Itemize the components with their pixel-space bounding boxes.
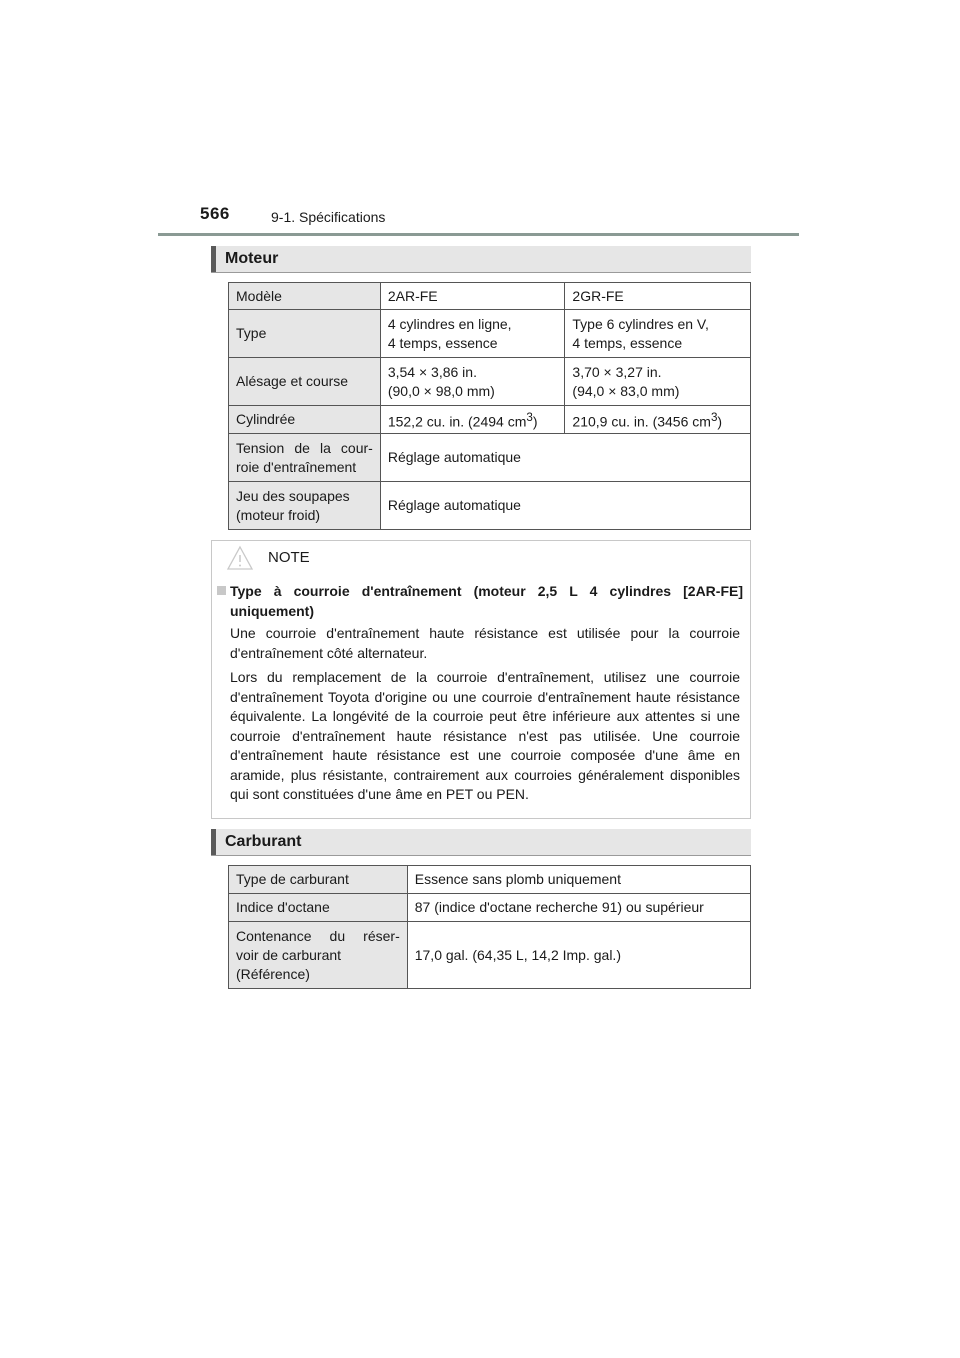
- square-bullet-icon: [217, 586, 226, 595]
- cell-2ar-fe: 2AR-FE: [380, 283, 565, 310]
- table-row: [229, 894, 751, 922]
- note-box: [211, 540, 751, 819]
- section-breadcrumb: 9-1. Spécifications: [271, 209, 386, 225]
- row-label: [229, 482, 381, 530]
- label-line: Contenance du réser-: [236, 927, 400, 944]
- table-row: [229, 310, 751, 358]
- note-title: Type à courroie d'entraînement (moteur 2,5 L 4 cylindres [2AR-FE] uniquement): [230, 583, 743, 619]
- row-label: Cylindrée: [229, 406, 381, 434]
- fuel-spec-table: [228, 865, 751, 989]
- cell-value: Réglage automatique: [380, 434, 750, 482]
- cell-value: 87 (indice d'octane recherche 91) ou supérieur: [407, 894, 750, 922]
- cell-2gr-fe: [565, 310, 751, 358]
- table-row: [229, 482, 751, 530]
- engine-section-title: Moteur: [225, 250, 279, 267]
- engine-section-header: [211, 246, 751, 273]
- note-paragraph: Lors du remplacement de la courroie d'entraînement, utilisez une courroie d'entraînement Toyota d'origine ou une courroie d'entraînement haute résistance équivalente. La longévité de la courroie peut être inférieure aux attentes si une courroie d'entraînement haute résistance n'est pas utilisée. Une courroie d'entraînement haute résistance est une courroie composée d'une âme en aramide, plus résistante, contrairement aux courroies généralement disponibles qui sont constituées d'une âme en PET ou PEN.: [230, 669, 740, 802]
- row-label: [229, 434, 381, 482]
- row-label: Modèle: [229, 283, 381, 310]
- cell-line: 4 cylindres en ligne,: [387, 315, 512, 332]
- warning-triangle-icon: [226, 545, 254, 571]
- cell-2gr-fe: [565, 358, 751, 406]
- page-header: [200, 204, 800, 236]
- row-label: [229, 922, 408, 989]
- cell-line: (90,0 × 98,0 mm): [387, 382, 495, 399]
- label-line: Jeu des soupapes: [236, 487, 350, 504]
- cell-2ar-fe: [380, 358, 565, 406]
- note-label: NOTE: [268, 549, 310, 566]
- label-line: Tension de la cour-: [236, 439, 373, 456]
- label-line: (moteur froid): [236, 506, 321, 523]
- table-row: [229, 283, 751, 310]
- cell-line: 3,54 × 3,86 in.: [387, 363, 477, 380]
- row-label: Alésage et course: [229, 358, 381, 406]
- label-line: voir de carburant: [236, 946, 342, 963]
- table-row: [229, 434, 751, 482]
- cell-value: Essence sans plomb uniquement: [407, 866, 750, 894]
- table-row: [229, 922, 751, 989]
- engine-spec-table: [228, 282, 751, 530]
- row-label: Type: [229, 310, 381, 358]
- cell-value: Réglage automatique: [380, 482, 750, 530]
- section-accent-bar: [211, 829, 216, 855]
- fuel-section-header: [211, 829, 751, 856]
- table-row: [229, 866, 751, 894]
- row-label: Indice d'octane: [229, 894, 408, 922]
- cell-2gr-fe: 2GR-FE: [565, 283, 751, 310]
- section-accent-bar: [211, 246, 216, 272]
- fuel-section-title: Carburant: [225, 833, 302, 850]
- cell-2ar-fe: [380, 310, 565, 358]
- cell-line: (94,0 × 83,0 mm): [572, 382, 680, 399]
- cell-2ar-fe: 152,2 cu. in. (2494 $cm^3$): [380, 406, 565, 434]
- note-paragraph: Une courroie d'entraînement haute résistance est utilisée pour la courroie d'entraînement côté alternateur.: [230, 625, 740, 661]
- page-number: 566: [200, 204, 230, 223]
- table-row: [229, 406, 751, 434]
- label-line: (Référence): [236, 965, 310, 982]
- row-label: Type de carburant: [229, 866, 408, 894]
- cell-line: Type 6 cylindres en V,: [572, 315, 709, 332]
- table-row: [229, 358, 751, 406]
- cell-2gr-fe: 210,9 cu. in. (3456 $cm^3$): [565, 406, 751, 434]
- cell-line: 4 temps, essence: [387, 334, 498, 351]
- label-line: roie d'entraînement: [236, 458, 357, 475]
- header-divider: [158, 233, 799, 236]
- cell-line: 4 temps, essence: [572, 334, 683, 351]
- cell-line: 3,70 × 3,27 in.: [572, 363, 662, 380]
- cell-value: 17,0 gal. (64,35 L, 14,2 Imp. gal.): [407, 922, 750, 989]
